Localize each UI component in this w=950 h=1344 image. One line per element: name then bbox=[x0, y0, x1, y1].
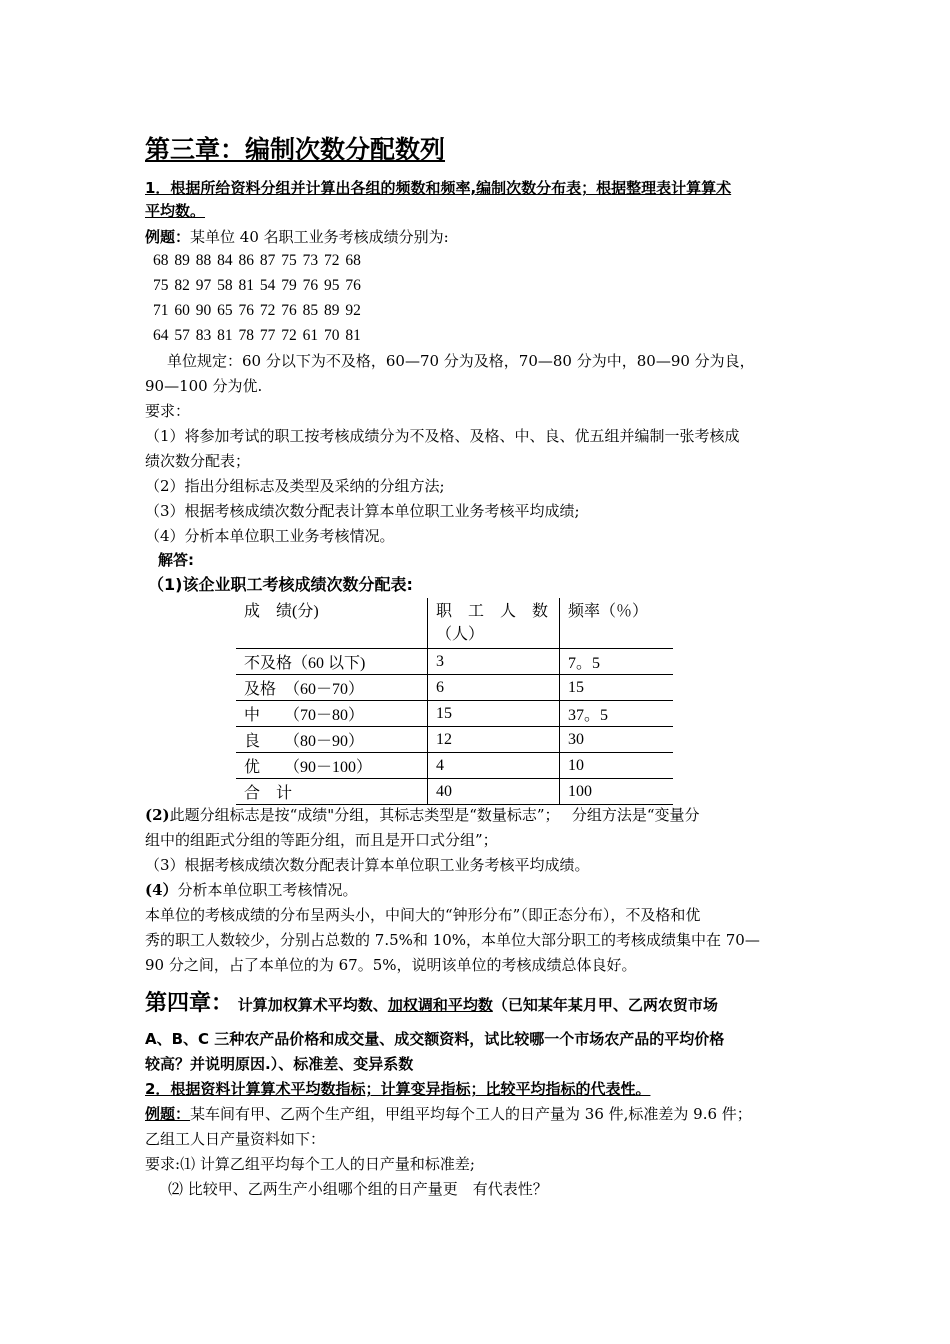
requirement-1-line1: （1）将参加考试的职工按考核成绩分为不及格、及格、中、良、优五组并编制一张考核成 bbox=[145, 427, 740, 445]
table-cell: 6 bbox=[428, 675, 560, 701]
answer-4 bbox=[145, 880, 358, 900]
example2-line1 bbox=[145, 1104, 752, 1124]
requirement-1-line2: 绩次数分配表； bbox=[145, 452, 251, 470]
answer-2-line1 bbox=[145, 805, 700, 825]
table-cell: 15 bbox=[560, 675, 674, 701]
table-row bbox=[236, 701, 673, 727]
table-cell: 7。5 bbox=[560, 649, 674, 675]
chapter4-topic-line3: 较高？并说明原因.）、标准差、变异系数 bbox=[145, 1055, 414, 1073]
header-count: 职 工 人 数（人） bbox=[428, 598, 560, 649]
analysis-line3: 90 分之间，占了本单位的为 67。5%，说明该单位的考核成绩总体良好。 bbox=[145, 956, 637, 974]
requirement-4: （4）分析本单位职工业务考核情况。 bbox=[145, 527, 395, 545]
requirements-label: 要求： bbox=[145, 402, 191, 420]
chapter4-topic-line2: A、B、C 三种农产品价格和成交量、成交额资料，试比较哪一个市场农产品的平均价格 bbox=[145, 1030, 725, 1048]
table-cell: 30 bbox=[560, 727, 674, 753]
table-row bbox=[236, 779, 673, 805]
scores-row: 68 89 88 84 86 87 75 73 72 68 bbox=[153, 252, 361, 269]
table-cell: 良 （80－90） bbox=[236, 727, 428, 753]
analysis-line2: 秀的职工人数较少，分别占总数的 7.5%和 10%，本单位大部分职工的考核成绩集中在 70— bbox=[145, 931, 760, 949]
scores-row: 71 60 90 65 76 72 76 85 89 92 bbox=[153, 302, 361, 319]
requirement-2: （2）指出分组标志及类型及采纳的分组方法; bbox=[145, 477, 445, 495]
chapter4-topic-part3: （已知某年某月甲、乙两农贸市场 bbox=[492, 996, 718, 1014]
example2-text: 某车间有甲、乙两个生产组，甲组平均每个工人的日产量为 36 件,标准差为 9.6 件； bbox=[190, 1105, 752, 1123]
chapter4-title: 第四章： bbox=[145, 991, 234, 1016]
table-row bbox=[236, 675, 673, 701]
table-cell: 37。5 bbox=[560, 701, 674, 727]
table-cell: 4 bbox=[428, 753, 560, 779]
question1-line2: 平均数。 bbox=[145, 202, 206, 220]
answer-2-prefix: (2) bbox=[145, 806, 170, 824]
requirement2-1: ⑴ 计算乙组平均每个工人的日产量和标准差; bbox=[180, 1155, 475, 1173]
chapter3-title: 第三章：编制次数分配数列 bbox=[145, 135, 446, 164]
table-title: （1)该企业职工考核成绩次数分配表: bbox=[148, 575, 413, 594]
table-cell: 不及格（60 以下) bbox=[236, 649, 428, 675]
answer-4-prefix: (4） bbox=[145, 881, 178, 899]
table-header-row bbox=[236, 598, 673, 649]
table-cell: 40 bbox=[428, 779, 560, 805]
grading-rule-line1: 单位规定：60 分以下为不及格，60—70 分为及格，70—80 分为中，80—90 分为良， bbox=[167, 352, 755, 370]
example2-line2: 乙组工人日产量资料如下： bbox=[145, 1130, 326, 1148]
table-cell: 3 bbox=[428, 649, 560, 675]
requirements2-label: 要求: bbox=[145, 1155, 181, 1173]
table-cell: 合 计 bbox=[236, 779, 428, 805]
table-cell: 12 bbox=[428, 727, 560, 753]
scores-row: 64 57 83 81 78 77 72 61 70 81 bbox=[153, 327, 361, 344]
table-row bbox=[236, 753, 673, 779]
answer-label: 解答: bbox=[158, 551, 194, 569]
requirement2-2: ⑵ 比较甲、乙两生产小组哪个组的日产量更 有代表性？ bbox=[168, 1180, 548, 1198]
example-text: 某单位 40 名职工业务考核成绩分别为: bbox=[190, 228, 449, 246]
table-cell: 中 （70－80） bbox=[236, 701, 428, 727]
grading-rule-line2: 90—100 分为优. bbox=[145, 377, 263, 395]
analysis-line1: 本单位的考核成绩的分布呈两头小，中间大的“钟形分布”（即正态分布），不及格和优 bbox=[145, 906, 701, 924]
header-frequency: 频率（％） bbox=[560, 598, 674, 649]
answer-4-text: 分析本单位职工考核情况。 bbox=[177, 881, 358, 899]
question2: 2．根据资料计算算术平均数指标；计算变异指标；比较平均指标的代表性。 bbox=[145, 1080, 651, 1098]
question1-line1: 1．根据所给资料分组并计算出各组的频数和频率,编制次数分布表；根据整理表计算算术 bbox=[145, 179, 732, 197]
chapter4-heading bbox=[145, 989, 718, 1020]
header-score: 成 绩(分) bbox=[236, 598, 428, 649]
table-cell: 10 bbox=[560, 753, 674, 779]
table-cell: 优 （90－100） bbox=[236, 753, 428, 779]
answer-2-line2: 组中的组距式分组的等距分组，而且是开口式分组”； bbox=[145, 831, 498, 849]
table-cell: 100 bbox=[560, 779, 674, 805]
requirement-3: （3）根据考核成绩次数分配表计算本单位职工业务考核平均成绩; bbox=[145, 502, 580, 520]
chapter4-topic-part2: 加权调和平均数 bbox=[387, 996, 493, 1014]
example2-label: 例题： bbox=[145, 1105, 191, 1123]
example-label: 例题： bbox=[145, 228, 191, 246]
table-cell: 及格 （60－70） bbox=[236, 675, 428, 701]
scores-row: 75 82 97 58 81 54 79 76 95 76 bbox=[153, 277, 361, 294]
chapter4-topic-part1: 计算加权算术平均数、 bbox=[237, 996, 388, 1014]
answer-3: （3）根据考核成绩次数分配表计算本单位职工业务考核平均成绩。 bbox=[145, 856, 590, 874]
answer-2-text: 此题分组标志是按“成绩"分组，其标志类型是“数量标志”； 分组方法是“变量分 bbox=[169, 806, 700, 824]
frequency-table bbox=[236, 598, 673, 805]
requirements2-line1 bbox=[145, 1154, 475, 1174]
table-row bbox=[236, 727, 673, 753]
table-row bbox=[236, 649, 673, 675]
example-line bbox=[145, 227, 449, 247]
table-cell: 15 bbox=[428, 701, 560, 727]
